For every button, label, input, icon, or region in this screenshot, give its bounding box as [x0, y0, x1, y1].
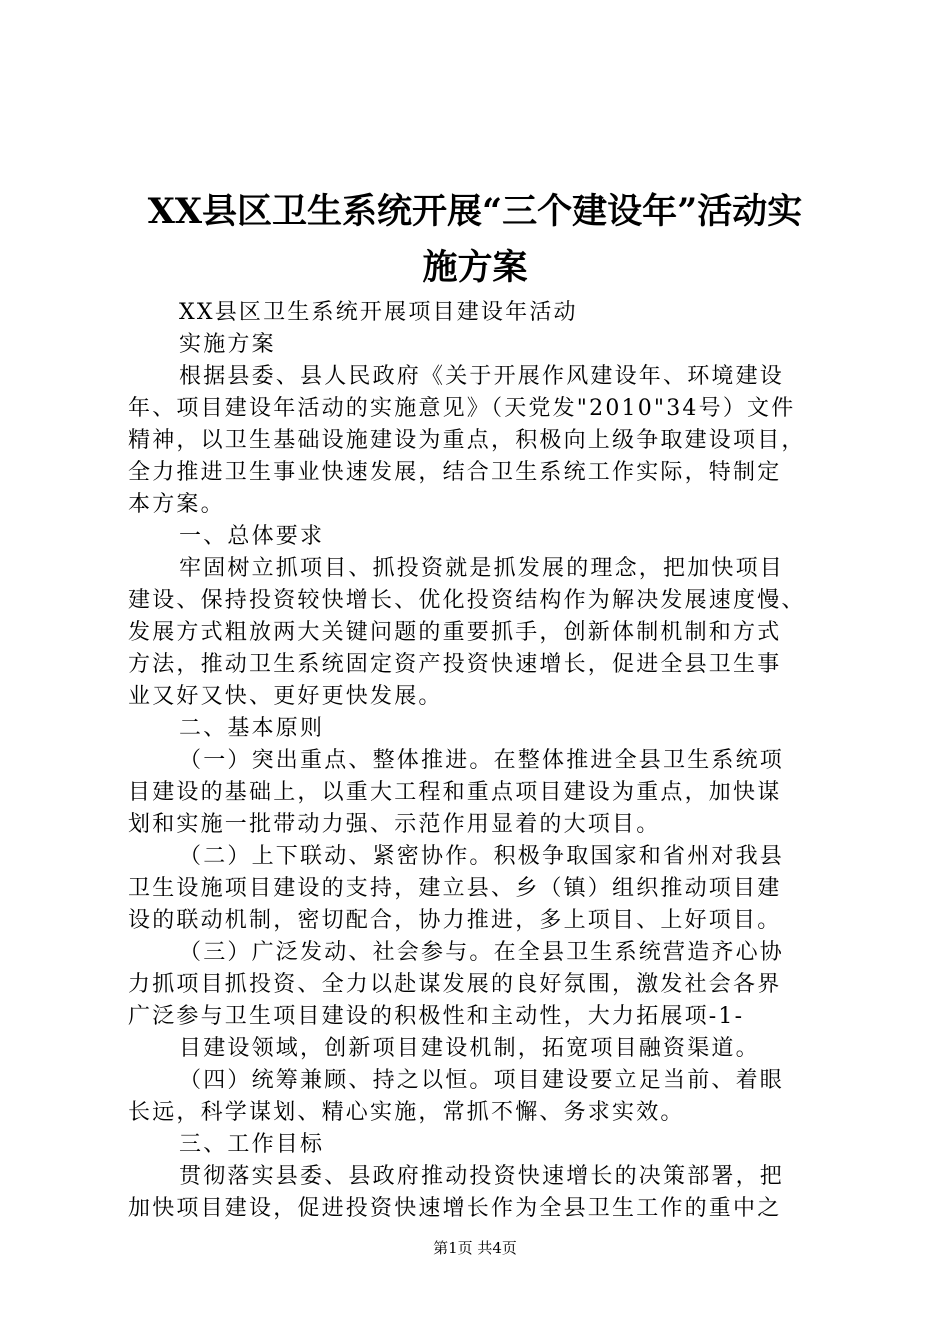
paragraph-line: 全力推进卫生事业快速发展，结合卫生系统工作实际，特制定 [128, 460, 782, 485]
paragraph-line: （二）上下联动、紧密协作。积极争取国家和省州对我县 [179, 844, 785, 869]
paragraph-line: 牢固树立抓项目、抓投资就是抓发展的理念，把加快项目 [179, 556, 785, 581]
paragraph-line: 方法，推动卫生系统固定资产投资快速增长，促进全县卫生事 [128, 652, 782, 677]
paragraph-line: （三）广泛发动、社会参与。在全县卫生系统营造齐心协 [179, 940, 785, 965]
paragraph-line: 长远，科学谋划、精心实施，常抓不懈、务求实效。 [128, 1100, 685, 1125]
document-body [128, 297, 838, 1225]
section-heading: 二、基本原则 [179, 716, 325, 741]
paragraph-line: 建设、保持投资较快增长、优化投资结构作为解决发展速度慢、 [128, 588, 806, 613]
section-heading: 一、总体要求 [179, 524, 325, 549]
paragraph-line: 卫生设施项目建设的支持，建立县、乡（镇）组织推动项目建 [128, 876, 782, 901]
subtitle-line: XX县区卫生系统开展项目建设年活动 [179, 300, 578, 325]
page-footer: 第1页 共4页 [433, 1239, 517, 1257]
paragraph-line: （四）统筹兼顾、持之以恒。项目建设要立足当前、着眼 [179, 1068, 785, 1093]
paragraph-line: 本方案。 [128, 492, 225, 517]
paragraph-line: 贯彻落实县委、县政府推动投资快速增长的决策部署，把 [179, 1164, 785, 1189]
paragraph-line: 力抓项目抓投资、全力以赴谋发展的良好氛围，激发社会各界 [128, 972, 782, 997]
paragraph-line: 加快项目建设，促进投资快速增长作为全县卫生工作的重中之 [128, 1196, 782, 1221]
subtitle-line: 实施方案 [179, 332, 276, 357]
paragraph-line: 根据县委、县人民政府《关于开展作风建设年、环境建设 [179, 364, 785, 389]
paragraph-line: 年、项目建设年活动的实施意见》（天党发"2010"34号）文件 [128, 396, 796, 421]
paragraph-line: 目建设领域，创新项目建设机制，拓宽项目融资渠道。 [179, 1036, 760, 1061]
section-heading: 三、工作目标 [179, 1132, 325, 1157]
paragraph-line: 精神，以卫生基础设施建设为重点，积极向上级争取建设项目， [128, 428, 806, 453]
paragraph-line: 发展方式粗放两大关键问题的重要抓手，创新体制机制和方式 [128, 620, 782, 645]
paragraph-line: （一）突出重点、整体推进。在整体推进全县卫生系统项 [179, 748, 785, 773]
paragraph-line: 划和实施一批带动力强、示范作用显着的大项目。 [128, 812, 661, 837]
document-title-line-2: 施方案 [422, 247, 528, 288]
paragraph-line: 设的联动机制，密切配合，协力推进，多上项目、上好项目。 [128, 908, 782, 933]
paragraph-line: 目建设的基础上，以重大工程和重点项目建设为重点，加快谋 [128, 780, 782, 805]
paragraph-line: 广泛参与卫生项目建设的积极性和主动性，大力拓展项-1- [128, 1004, 745, 1029]
document-title-line-1: XX县区卫生系统开展“三个建设年”活动实 [147, 191, 803, 232]
paragraph-line: 业又好又快、更好更快发展。 [128, 684, 443, 709]
